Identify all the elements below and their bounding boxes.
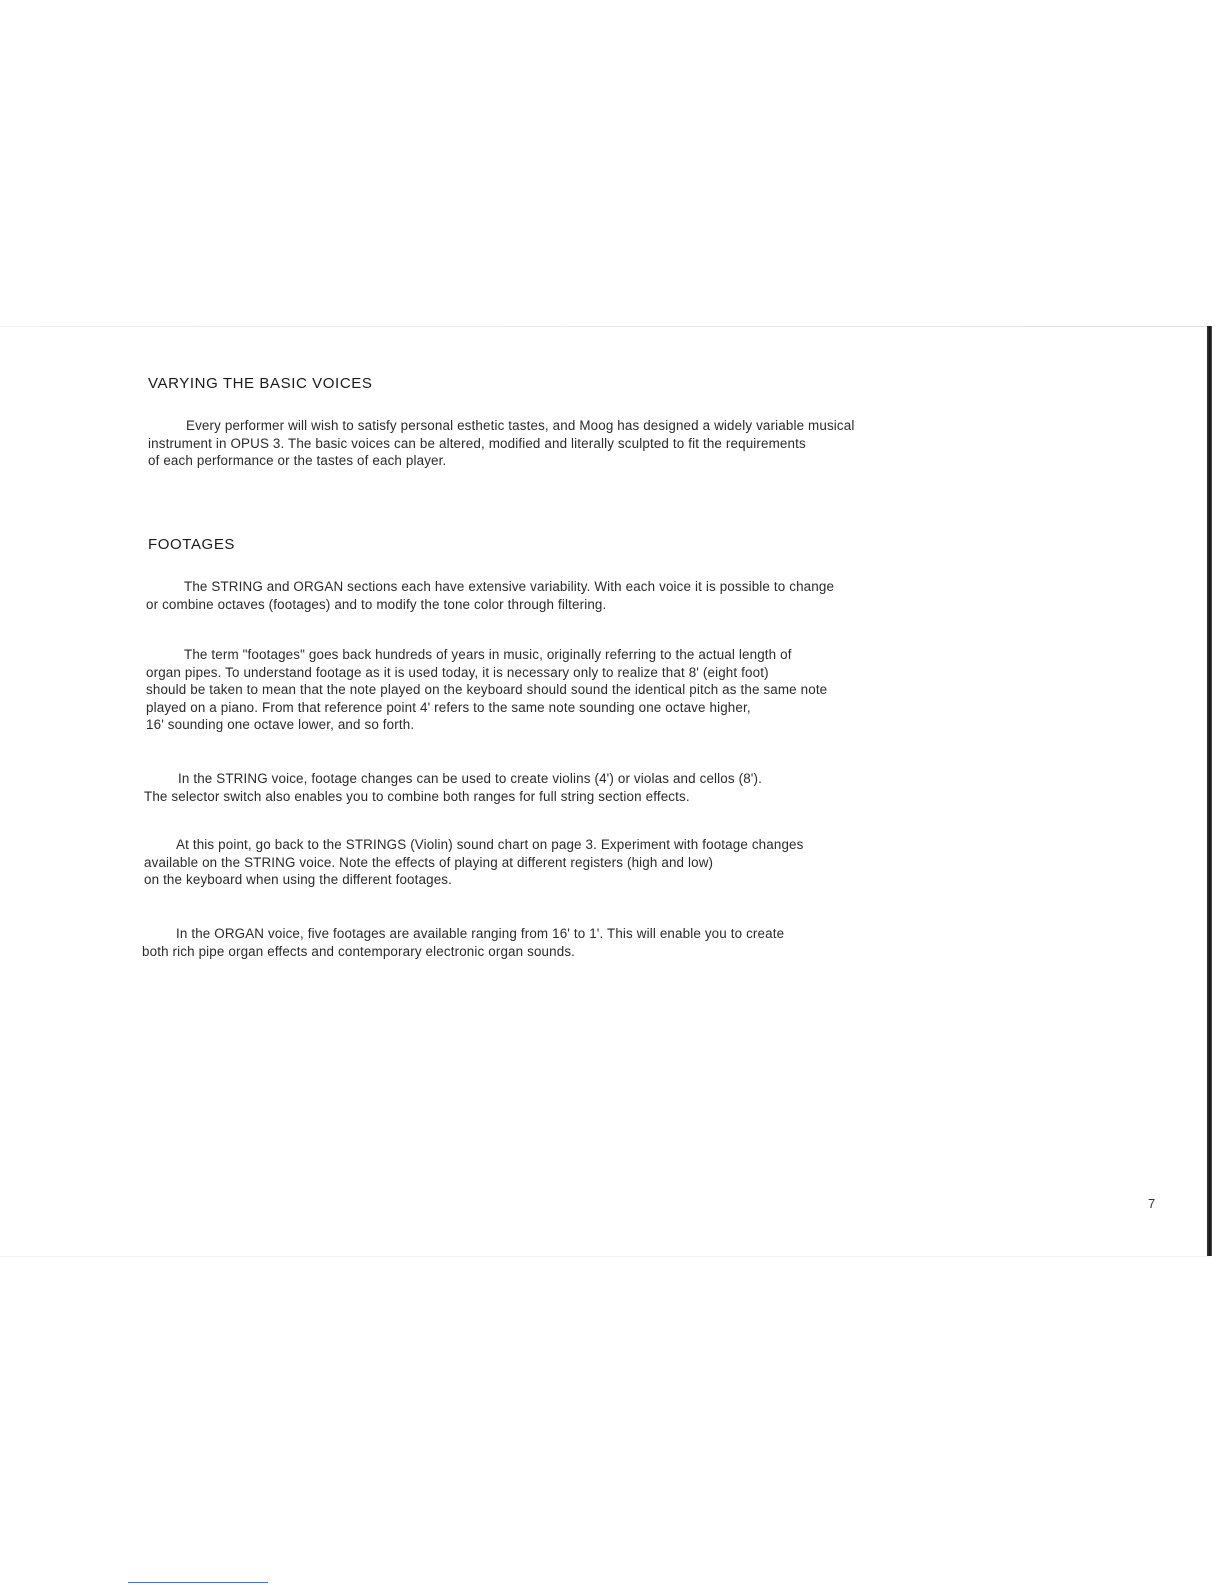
paragraph-string-voice: [144, 770, 762, 805]
paragraph-line: The STRING and ORGAN sections each have extensive variability. With each voice it is possible to change: [184, 579, 835, 594]
paragraph-line: At this point, go back to the STRINGS (Violin) sound chart on page 3. Experiment with footage changes: [176, 837, 804, 852]
paragraph-line: In the STRING voice, footage changes can be used to create violins (4') or violas and cellos (8').: [178, 771, 762, 786]
paragraph-line: available on the STRING voice. Note the effects of playing at different registers (high and low): [144, 854, 714, 870]
paragraph-line: Every performer will wish to satisfy personal esthetic tastes, and Moog has designed a widely variable musical: [186, 418, 855, 433]
paragraph-line: In the ORGAN voice, five footages are available ranging from 16' to 1'. This will enable you to create: [176, 926, 785, 941]
paragraph-line: both rich pipe organ effects and contemporary electronic organ sounds.: [142, 943, 576, 959]
paragraph-experiment: [144, 836, 804, 889]
paragraph-line: played on a piano. From that reference point 4' refers to the same note sounding one octave higher,: [146, 699, 751, 715]
paragraph-footages-variability: [146, 578, 834, 613]
bottom-underline: [128, 1582, 268, 1583]
section-heading-varying-voices: VARYING THE BASIC VOICES: [148, 375, 373, 392]
page-number: 7: [1148, 1196, 1156, 1211]
paragraph-line: organ pipes. To understand footage as it is used today, it is necessary only to realize that 8' (eight foot): [146, 664, 769, 680]
paragraph-line: should be taken to mean that the note played on the keyboard should sound the identical pitch as the same note: [146, 682, 828, 697]
paragraph-line: on the keyboard when using the different footages.: [144, 872, 453, 887]
paragraph-line: The term "footages" goes back hundreds of years in music, originally referring to the actual length of: [184, 647, 792, 662]
paragraph-intro: [148, 417, 854, 470]
scan-bottom-edge: [0, 1256, 1210, 1257]
paragraph-line: instrument in OPUS 3. The basic voices can be altered, modified and literally sculpted to fit the requirements: [148, 435, 806, 451]
section-heading-footages: FOOTAGES: [148, 536, 236, 553]
paragraph-line: The selector switch also enables you to combine both ranges for full string section effects.: [144, 788, 690, 804]
paragraph-line: of each performance or the tastes of each player.: [148, 453, 447, 468]
paragraph-line: 16' sounding one octave lower, and so forth.: [146, 717, 415, 732]
paragraph-organ-voice: [142, 925, 784, 960]
binding-edge: [1207, 326, 1212, 1256]
paragraph-footages-term: [146, 646, 827, 734]
scan-top-edge: [0, 326, 1210, 327]
paragraph-line: or combine octaves (footages) and to modify the tone color through filtering.: [146, 596, 607, 612]
